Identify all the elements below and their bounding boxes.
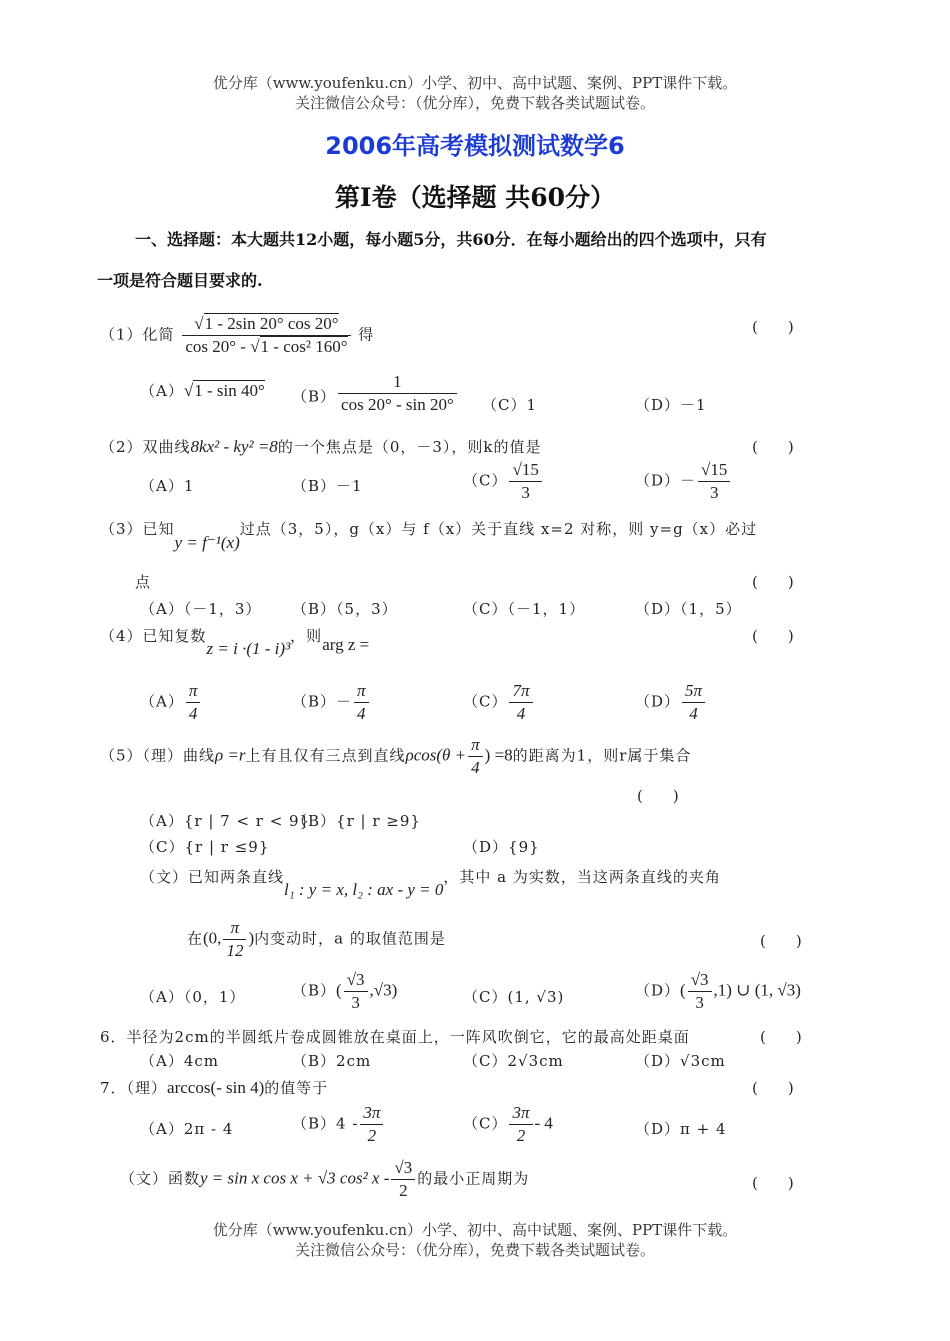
q5-option-a: （A）{r | 7 < r < 9} <box>140 812 311 830</box>
q5-wen-option-b: （B）( $\frac{√3}{3}$ ,√3) <box>292 970 398 1012</box>
q1-numerator-radicand: 1 - 2sin 20° cos 20° <box>204 314 339 333</box>
q1-option-a: （A）√1 - sin 40° <box>140 381 265 400</box>
q2-option-c-label: （C） <box>463 471 508 490</box>
q7-wen-formula: y = sin x cos x + √3 cos² x - <box>200 1168 390 1188</box>
q7-option-c-tail: - 4 <box>534 1113 553 1133</box>
footer-line-1: 优分库（www.youfenku.cn）小学、初中、高中试题、案例、PPT课件下载。 <box>212 1221 738 1239</box>
q4-option-b-denominator: 4 <box>357 704 366 723</box>
q7-option-b-numerator: 3π <box>360 1103 383 1125</box>
q5-range-numerator: π <box>223 918 246 940</box>
q7-option-c-denominator: 2 <box>516 1126 526 1145</box>
q5-answer-bracket: ( ) <box>637 787 679 805</box>
q7-text: 的值等于 <box>264 1079 329 1097</box>
q3-continuation: 点 <box>135 573 152 591</box>
question-6: 6．半径为2cm的半圆纸片卷成圆锥放在桌面上，一阵风吹倒它，它的最高处距桌面 <box>100 1028 690 1046</box>
q2-label: （2）双曲线 <box>100 438 191 456</box>
q5-option-b: （B）{r | r ≥9} <box>292 812 421 830</box>
q6-option-b: （B）2cm <box>292 1052 372 1070</box>
q2-option-c-denominator: 3 <box>521 483 530 502</box>
q2-option-d <box>635 460 732 503</box>
q5-wen-option-d-label: （D） <box>635 981 681 1000</box>
q6-option-a: （A）4cm <box>140 1052 220 1070</box>
q2-answer-bracket: ( ) <box>752 438 794 456</box>
q4-option-d-label: （D） <box>635 692 681 711</box>
q4-option-c <box>463 681 535 724</box>
q5-wen-cont-2: 内变动时，a 的取值范围是 <box>254 929 446 948</box>
header-line-2: 关注微信公众号：（优分库），免费下载各类试题试卷。 <box>294 94 655 112</box>
q5-wen-option-d-numerator: √3 <box>688 970 712 992</box>
q5-wen-option-c: （C）(1, √3) <box>463 988 565 1006</box>
section-title: 第Ⅰ卷（选择题 共60分） <box>334 183 616 212</box>
question-7 <box>100 1077 328 1098</box>
q5-wen-text: ，其中 a 为实数，当这两条直线的夹角 <box>443 868 721 886</box>
q4-option-d-numerator: 5π <box>682 681 705 703</box>
q7-option-c-label: （C） <box>463 1114 508 1133</box>
question-3 <box>100 518 758 552</box>
q1-expression: $\frac{√1 - 2\sin 20^\circ \cos 20^\circ}{\text{cos 20° - √1 - cos² 160°}}$ <box>182 314 350 357</box>
q2-option-d-denominator: 3 <box>709 483 719 502</box>
q5-wen-continuation <box>187 918 446 961</box>
q5-wen-option-d: （D）( $\frac{√3}{3}$ ,1) ∪ (1, √3) <box>635 970 801 1012</box>
q7-option-a: （A）2π - 4 <box>140 1120 234 1138</box>
q5-wen-cont-1: 在 <box>187 929 204 948</box>
q4-option-c-label: （C） <box>463 692 508 711</box>
q3-option-a: （A）（－1，3） <box>140 600 262 618</box>
q1-option-b-numerator: 1 <box>338 372 457 394</box>
q4-label: （4）已知复数 <box>100 627 207 645</box>
q1-option-b-label: （B） <box>292 387 337 406</box>
q4-option-d-denominator: 4 <box>689 704 698 723</box>
q4-option-a <box>140 681 202 724</box>
question-4 <box>100 625 370 658</box>
q5-wen-answer-bracket: ( ) <box>760 932 802 950</box>
q4-option-b <box>292 681 371 724</box>
q7-option-b-label: （B）4 - <box>292 1114 359 1133</box>
q7-wen-numerator: √3 <box>391 1158 415 1180</box>
q5-wen-option-a: （A）（0，1） <box>140 988 246 1006</box>
q2-equation: 8kx² - ky² =8 <box>190 437 278 456</box>
q4-formula: z = i ·(1 - i)³ <box>206 639 291 658</box>
q2-option-c <box>463 460 544 503</box>
q5-wen-option-d-tail: ,1) ∪ (1, √3) <box>713 980 801 1000</box>
q4-option-d <box>635 681 707 724</box>
q5-line-right: ) =8 <box>484 745 513 765</box>
question-1 <box>100 314 374 357</box>
q2-option-a: （A）1 <box>140 477 195 495</box>
q2-option-c-numerator: √15 <box>509 460 541 482</box>
q1-option-b-denominator: cos 20° - sin 20° <box>341 395 454 414</box>
q5-wen-lines: l₁ : y = x, l₂ : ax - y = 0 <box>284 880 444 899</box>
q2-option-b: （B）－1 <box>292 477 363 495</box>
q5-option-d: （D）{9} <box>463 838 540 856</box>
q5-text-1: 上有且仅有三点到直线 <box>245 746 406 765</box>
question-2 <box>100 436 542 457</box>
q5-line-numerator: π <box>468 735 483 757</box>
q5-text-2: 的距离为1，则r属于集合 <box>512 746 692 765</box>
q7-wen-denominator: 2 <box>399 1181 408 1200</box>
footer-line-2: 关注微信公众号：（优分库），免费下载各类试题试卷。 <box>294 1241 655 1259</box>
q7-answer-bracket: ( ) <box>752 1079 794 1097</box>
q1-suffix: 得 <box>358 325 375 344</box>
q5-line-denominator: 4 <box>471 758 480 777</box>
q5-wen-option-b-label: （B） <box>292 981 337 1000</box>
q4-option-b-numerator: π <box>354 681 369 703</box>
q7-wen <box>120 1158 529 1201</box>
q7-label: 7．（理） <box>100 1079 168 1097</box>
q2-text: 的一个焦点是（0，－3），则k的值是 <box>277 438 542 456</box>
q7-option-c-numerator: 3π <box>509 1103 532 1125</box>
q3-option-b: （B）（5，3） <box>292 600 398 618</box>
q4-option-c-denominator: 4 <box>516 704 526 723</box>
q5-wen-label: （文）已知两条直线 <box>140 868 285 886</box>
q1-denominator-radicand: 1 - cos² 160° <box>260 337 348 356</box>
q7-wen-text: 的最小正周期为 <box>417 1169 530 1188</box>
q3-formula: y = f⁻¹(x) <box>174 533 240 552</box>
q7-wen-label: （文）函数 <box>120 1169 201 1188</box>
q4-answer-bracket: ( ) <box>752 627 794 645</box>
q5-curve: ρ =r <box>215 745 246 765</box>
q1-answer-bracket: ( ) <box>752 318 794 336</box>
q3-label: （3）已知 <box>100 520 175 538</box>
q2-option-d-numerator: √15 <box>698 460 730 482</box>
q1-option-a-radicand: 1 - sin 40° <box>194 381 265 400</box>
q5-range-denominator: 12 <box>226 941 244 960</box>
q3-text: 过点（3，5），g（x）与 f（x）关于直线 x=2 对称，则 y=g（x）必过 <box>239 520 758 538</box>
q6-option-d: （D）√3cm <box>635 1052 726 1070</box>
q1-option-d: （D）－1 <box>635 396 707 414</box>
instructions-line-2: 一项是符合题目要求的. <box>97 271 263 290</box>
q3-option-d: （D）（1，5） <box>635 600 742 618</box>
q7-option-c <box>463 1103 553 1146</box>
q5-wen-option-d-denominator: 3 <box>695 993 704 1012</box>
q6-option-c: （C）2√3cm <box>463 1052 564 1070</box>
q2-option-d-label: （D）－ <box>635 471 697 490</box>
q4-option-a-denominator: 4 <box>188 704 198 723</box>
q4-arg: arg z = <box>322 635 370 654</box>
q7-option-b-denominator: 2 <box>367 1126 377 1145</box>
q1-label: （1）化简 <box>100 325 175 344</box>
q4-option-a-numerator: π <box>186 681 201 703</box>
q5-range-right: ) <box>248 928 255 948</box>
q7-wen-answer-bracket: ( ) <box>752 1174 794 1192</box>
q5-wen-option-b-tail: ,√3) <box>369 980 398 1000</box>
q7-option-d: （D）π + 4 <box>635 1120 727 1138</box>
q4-comma: ，则 <box>290 627 323 645</box>
q7-formula: arccos(- sin 4) <box>167 1078 265 1097</box>
q6-answer-bracket: ( ) <box>760 1028 802 1046</box>
q3-option-c: （C）（－1，1） <box>463 600 586 618</box>
q5-label: （5）（理）曲线 <box>100 746 216 765</box>
q1-option-b <box>292 372 459 415</box>
q4-option-c-numerator: 7π <box>509 681 532 703</box>
question-5 <box>100 735 691 778</box>
q5-wen-option-b-numerator: √3 <box>344 970 368 992</box>
q5-line-left: ρcos(θ + <box>405 745 467 765</box>
q4-option-a-label: （A） <box>140 692 184 711</box>
q5-wen-option-b-denominator: 3 <box>351 993 360 1012</box>
page-title: 2006年高考模拟测试数学6 <box>325 132 625 160</box>
instructions-line-1: 一、选择题：本大题共12小题，每小题5分，共60分．在每小题给出的四个选项中，只有 <box>135 230 767 249</box>
header-line-1: 优分库（www.youfenku.cn）小学、初中、高中试题、案例、PPT课件下载。 <box>212 74 738 92</box>
q5-wen <box>140 866 721 899</box>
q5-range-left: (0, <box>203 928 222 948</box>
q3-answer-bracket: ( ) <box>752 573 794 591</box>
q1-option-c: （C）1 <box>482 396 538 414</box>
q1-option-a-label: （A） <box>140 382 184 400</box>
q5-option-c: （C）{r | r ≤9} <box>140 838 270 856</box>
q4-option-b-label: （B）－ <box>292 692 353 711</box>
q1-denominator-left: cos 20° - <box>185 337 251 356</box>
q7-option-b <box>292 1103 385 1146</box>
